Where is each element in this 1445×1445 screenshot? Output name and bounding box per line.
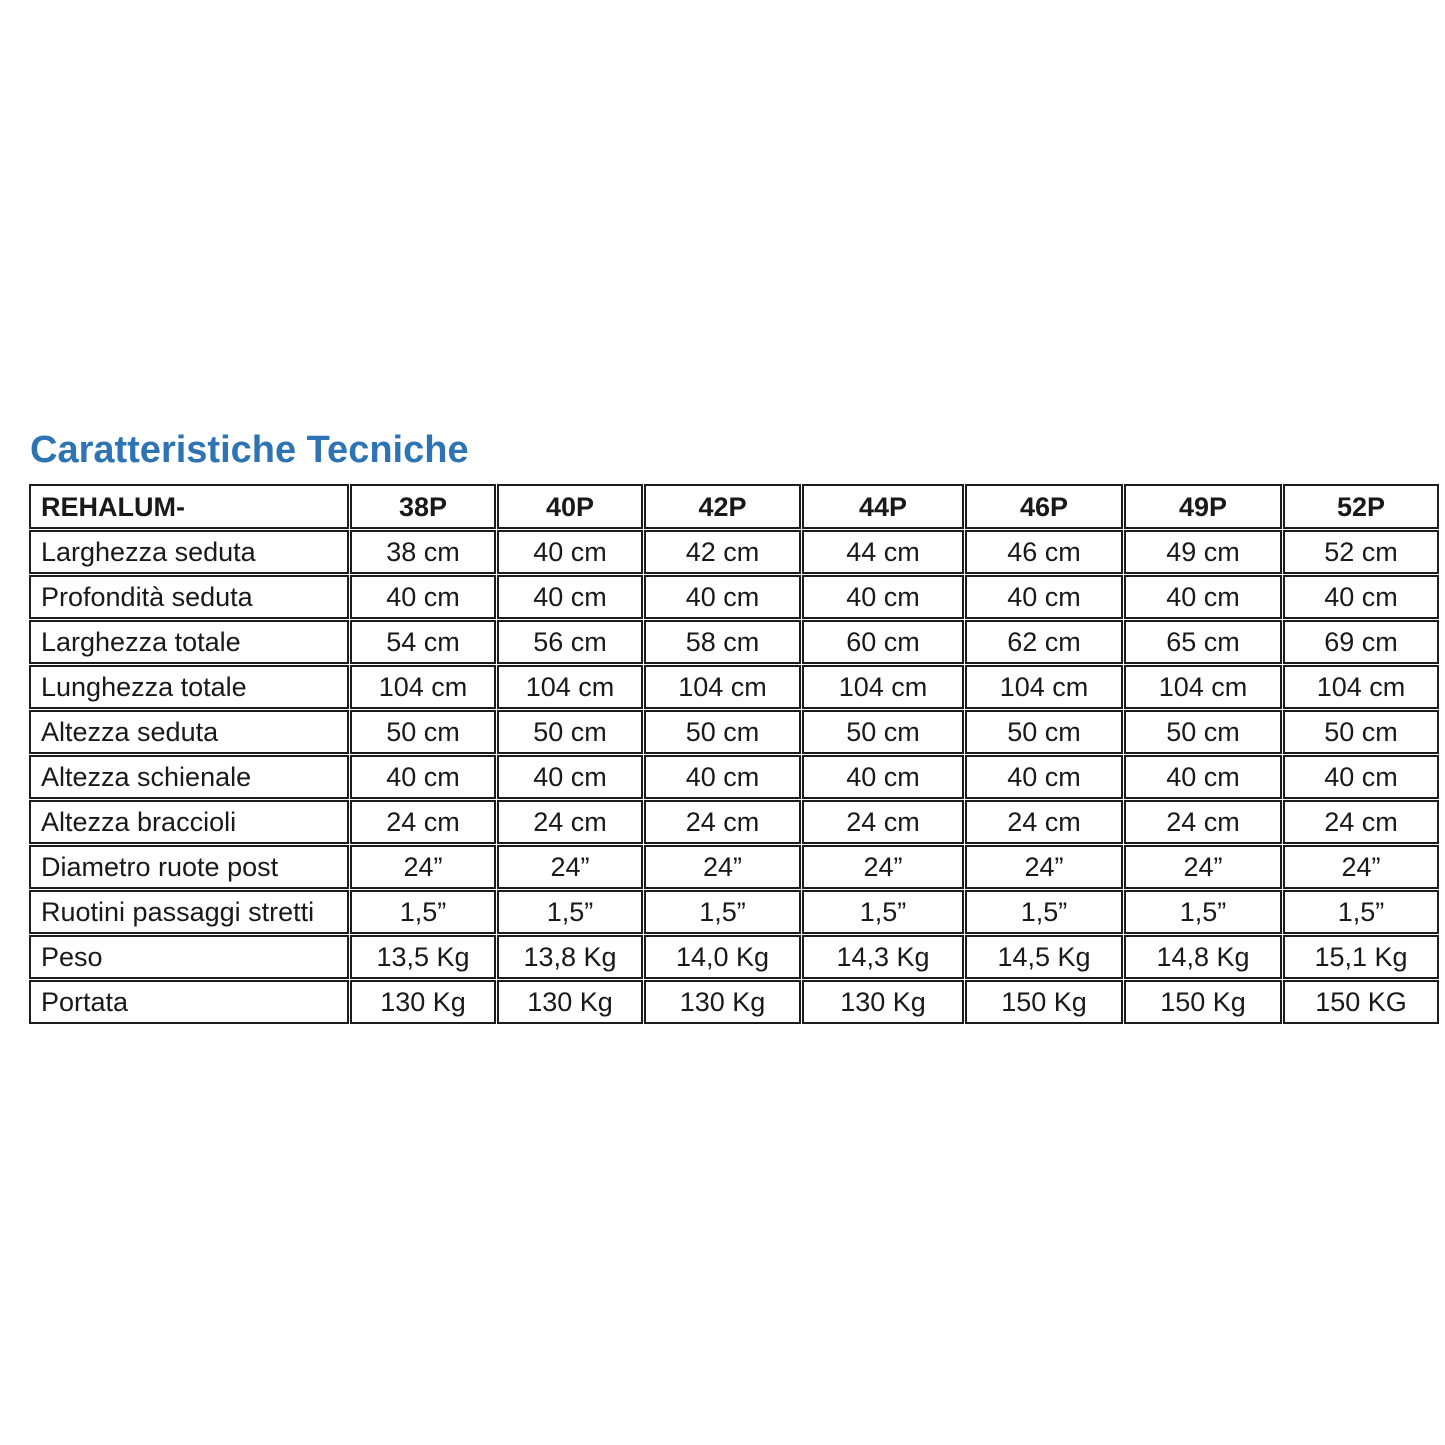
- spec-value-cell: 54 cm: [350, 620, 496, 664]
- spec-value-cell: 24”: [965, 845, 1123, 889]
- spec-value-cell: 40 cm: [1124, 575, 1282, 619]
- spec-value-cell: 50 cm: [350, 710, 496, 754]
- size-column-header: 44P: [802, 484, 964, 529]
- spec-value-cell: 40 cm: [644, 755, 801, 799]
- spec-value-cell: 24 cm: [802, 800, 964, 844]
- spec-value-cell: 130 Kg: [802, 980, 964, 1024]
- spec-value-cell: 104 cm: [350, 665, 496, 709]
- spec-value-cell: 60 cm: [802, 620, 964, 664]
- spec-row-label: Altezza seduta: [29, 710, 349, 754]
- table-row: [29, 755, 1439, 799]
- table-row: [29, 665, 1439, 709]
- spec-value-cell: 24”: [350, 845, 496, 889]
- spec-value-cell: 1,5”: [965, 890, 1123, 934]
- document-page: [28, 428, 1431, 1025]
- spec-value-cell: 40 cm: [497, 575, 643, 619]
- spec-value-cell: 13,8 Kg: [497, 935, 643, 979]
- spec-value-cell: 49 cm: [1124, 530, 1282, 574]
- spec-value-cell: 52 cm: [1283, 530, 1439, 574]
- spec-row-label: Altezza schienale: [29, 755, 349, 799]
- spec-value-cell: 40 cm: [1283, 755, 1439, 799]
- spec-value-cell: 130 Kg: [497, 980, 643, 1024]
- spec-value-cell: 46 cm: [965, 530, 1123, 574]
- spec-row-label: Larghezza seduta: [29, 530, 349, 574]
- size-column-header: 49P: [1124, 484, 1282, 529]
- table-row: [29, 980, 1439, 1024]
- table-row: [29, 484, 1439, 529]
- spec-row-label: Diametro ruote post: [29, 845, 349, 889]
- spec-value-cell: 24”: [1124, 845, 1282, 889]
- spec-value-cell: 56 cm: [497, 620, 643, 664]
- spec-value-cell: 104 cm: [644, 665, 801, 709]
- spec-value-cell: 104 cm: [1283, 665, 1439, 709]
- table-row: [29, 620, 1439, 664]
- size-column-header: 40P: [497, 484, 643, 529]
- spec-value-cell: 38 cm: [350, 530, 496, 574]
- spec-value-cell: 24”: [802, 845, 964, 889]
- spec-value-cell: 24 cm: [644, 800, 801, 844]
- spec-value-cell: 1,5”: [497, 890, 643, 934]
- spec-table: [28, 483, 1440, 1025]
- spec-value-cell: 24”: [644, 845, 801, 889]
- spec-value-cell: 40 cm: [802, 575, 964, 619]
- table-row: [29, 530, 1439, 574]
- size-column-header: 38P: [350, 484, 496, 529]
- table-row: [29, 575, 1439, 619]
- spec-value-cell: 44 cm: [802, 530, 964, 574]
- spec-value-cell: 42 cm: [644, 530, 801, 574]
- spec-value-cell: 1,5”: [1283, 890, 1439, 934]
- size-column-header: 42P: [644, 484, 801, 529]
- spec-value-cell: 24 cm: [965, 800, 1123, 844]
- spec-value-cell: 104 cm: [965, 665, 1123, 709]
- spec-value-cell: 40 cm: [965, 755, 1123, 799]
- spec-value-cell: 1,5”: [802, 890, 964, 934]
- spec-value-cell: 130 Kg: [350, 980, 496, 1024]
- spec-value-cell: 50 cm: [965, 710, 1123, 754]
- spec-value-cell: 14,0 Kg: [644, 935, 801, 979]
- spec-value-cell: 1,5”: [1124, 890, 1282, 934]
- spec-value-cell: 24 cm: [1283, 800, 1439, 844]
- spec-value-cell: 40 cm: [965, 575, 1123, 619]
- spec-row-label: Profondità seduta: [29, 575, 349, 619]
- spec-value-cell: 24”: [1283, 845, 1439, 889]
- model-series-header: REHALUM-: [29, 484, 349, 529]
- spec-row-label: Lunghezza totale: [29, 665, 349, 709]
- spec-value-cell: 50 cm: [1283, 710, 1439, 754]
- spec-value-cell: 24 cm: [497, 800, 643, 844]
- spec-value-cell: 40 cm: [1124, 755, 1282, 799]
- spec-value-cell: 1,5”: [644, 890, 801, 934]
- spec-value-cell: 40 cm: [1283, 575, 1439, 619]
- spec-value-cell: 40 cm: [644, 575, 801, 619]
- spec-value-cell: 62 cm: [965, 620, 1123, 664]
- spec-value-cell: 14,3 Kg: [802, 935, 964, 979]
- size-column-header: 46P: [965, 484, 1123, 529]
- spec-table-body: [29, 530, 1439, 1024]
- spec-value-cell: 40 cm: [350, 575, 496, 619]
- spec-row-label: Ruotini passaggi stretti: [29, 890, 349, 934]
- table-row: [29, 845, 1439, 889]
- spec-value-cell: 15,1 Kg: [1283, 935, 1439, 979]
- table-row: [29, 890, 1439, 934]
- page-title: Caratteristiche Tecniche: [30, 429, 469, 471]
- spec-table-header-row: [29, 484, 1439, 529]
- spec-value-cell: 130 Kg: [644, 980, 801, 1024]
- spec-value-cell: 69 cm: [1283, 620, 1439, 664]
- spec-value-cell: 104 cm: [802, 665, 964, 709]
- spec-value-cell: 104 cm: [1124, 665, 1282, 709]
- spec-value-cell: 50 cm: [644, 710, 801, 754]
- size-column-header: 52P: [1283, 484, 1439, 529]
- spec-value-cell: 1,5”: [350, 890, 496, 934]
- spec-value-cell: 150 KG: [1283, 980, 1439, 1024]
- spec-row-label: Larghezza totale: [29, 620, 349, 664]
- table-row: [29, 800, 1439, 844]
- spec-value-cell: 150 Kg: [1124, 980, 1282, 1024]
- spec-value-cell: 40 cm: [497, 755, 643, 799]
- spec-value-cell: 50 cm: [802, 710, 964, 754]
- table-row: [29, 935, 1439, 979]
- spec-value-cell: 50 cm: [1124, 710, 1282, 754]
- spec-value-cell: 14,8 Kg: [1124, 935, 1282, 979]
- spec-value-cell: 65 cm: [1124, 620, 1282, 664]
- spec-value-cell: 150 Kg: [965, 980, 1123, 1024]
- spec-value-cell: 24 cm: [1124, 800, 1282, 844]
- spec-value-cell: 13,5 Kg: [350, 935, 496, 979]
- spec-value-cell: 24”: [497, 845, 643, 889]
- spec-value-cell: 40 cm: [497, 530, 643, 574]
- spec-value-cell: 24 cm: [350, 800, 496, 844]
- spec-value-cell: 58 cm: [644, 620, 801, 664]
- spec-value-cell: 40 cm: [802, 755, 964, 799]
- spec-value-cell: 40 cm: [350, 755, 496, 799]
- spec-row-label: Portata: [29, 980, 349, 1024]
- table-row: [29, 710, 1439, 754]
- spec-value-cell: 50 cm: [497, 710, 643, 754]
- spec-value-cell: 14,5 Kg: [965, 935, 1123, 979]
- spec-row-label: Peso: [29, 935, 349, 979]
- spec-row-label: Altezza braccioli: [29, 800, 349, 844]
- spec-value-cell: 104 cm: [497, 665, 643, 709]
